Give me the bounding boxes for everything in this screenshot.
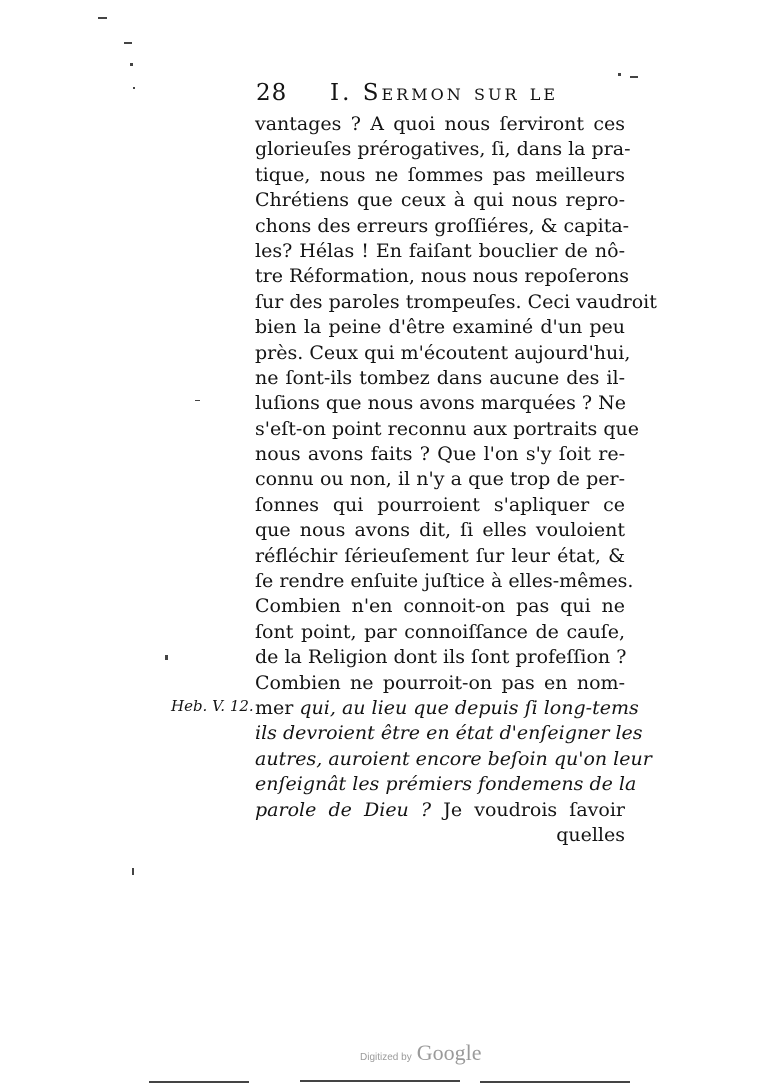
text-line: glorieuſes prérogatives, ſi, dans la pra- — [255, 138, 631, 161]
google-logo: Google — [416, 1040, 482, 1065]
text-line: tre Réformation, nous nous repoſerons — [255, 265, 630, 288]
text-line: nous avons faits ? Que l'on s'y ſoit re- — [255, 443, 625, 466]
scan-speck — [149, 1081, 249, 1083]
scan-speck — [124, 42, 132, 44]
digitized-by-label: Digitized by — [360, 1052, 412, 1063]
scan-speck — [133, 87, 135, 89]
text-italic-quote: qui, au lieu que depuis ſi long-tems — [299, 696, 639, 719]
text-line: ſonnes qui pourroient s'apliquer ce — [255, 493, 625, 516]
text-line: bien la peine d'être examiné d'un peu — [255, 316, 625, 339]
scan-speck — [195, 400, 200, 401]
page-number: 28 — [256, 80, 288, 106]
text-line: connu ou non, il n'y a que trop de per- — [255, 468, 625, 491]
text-line: chons des erreurs groſſiéres, & capita- — [255, 214, 630, 237]
catchword: quelles — [556, 823, 625, 846]
scan-speck — [618, 73, 621, 76]
text-line: ne ſont-ils tombez dans aucune des il- — [255, 366, 625, 389]
text-roman: mer — [255, 696, 300, 719]
scan-speck — [630, 76, 638, 78]
text-line: de la Religion dont ils ſont profeſſion ? — [255, 646, 627, 669]
scan-speck — [165, 655, 168, 660]
text-line: ſont point, par connoiſſance de cauſe, — [255, 620, 625, 643]
text-line: réfléchir ſérieuſement ſur leur état, & — [255, 544, 625, 567]
text-line: ſe rendre enſuite juſtice à elles-mêmes. — [255, 570, 634, 593]
scan-speck — [480, 1081, 630, 1083]
text-line-italic: enſeignât les prémiers fondemens de la — [255, 773, 637, 796]
text-line: tique, nous ne ſommes pas meilleurs — [255, 163, 625, 186]
scan-speck — [130, 63, 133, 66]
text-line: s'eſt-on point reconnu aux portraits que — [255, 417, 639, 440]
text-line: luſions que nous avons marquées ? Ne — [255, 392, 627, 415]
text-line-italic: autres, auroient encore beſoin qu'on leur — [255, 747, 652, 770]
margin-reference: Heb. V. 12. — [171, 697, 254, 715]
text-line: Chrétiens que ceux à qui nous repro- — [255, 189, 625, 212]
text-line: que nous avons dit, ſi elles vouloient — [255, 519, 625, 542]
text-line-italic: ils devroient être en état d'enſeigner les — [255, 722, 643, 745]
text-roman: Je voudrois ſavoir — [431, 798, 625, 821]
text-line: Combien ne pourroit-on pas en nom- — [255, 671, 625, 694]
scan-speck — [132, 868, 134, 875]
text-line: ſur des paroles trompeuſes. Ceci vaudroit — [255, 290, 657, 313]
running-title: I. Sermon sur le — [330, 80, 559, 106]
text-line: vantages ? A quoi nous ſerviront ces — [255, 113, 625, 135]
text-italic-quote: parole de Dieu ? — [255, 798, 432, 821]
scan-speck — [300, 1080, 460, 1082]
scan-speck — [98, 17, 107, 19]
text-line: Combien n'en connoit-on pas qui ne — [255, 595, 625, 618]
text-line: les? Hélas ! En faiſant bouclier de nô- — [255, 239, 625, 262]
text-line: près. Ceux qui m'écoutent aujourd'hui, — [255, 341, 631, 364]
